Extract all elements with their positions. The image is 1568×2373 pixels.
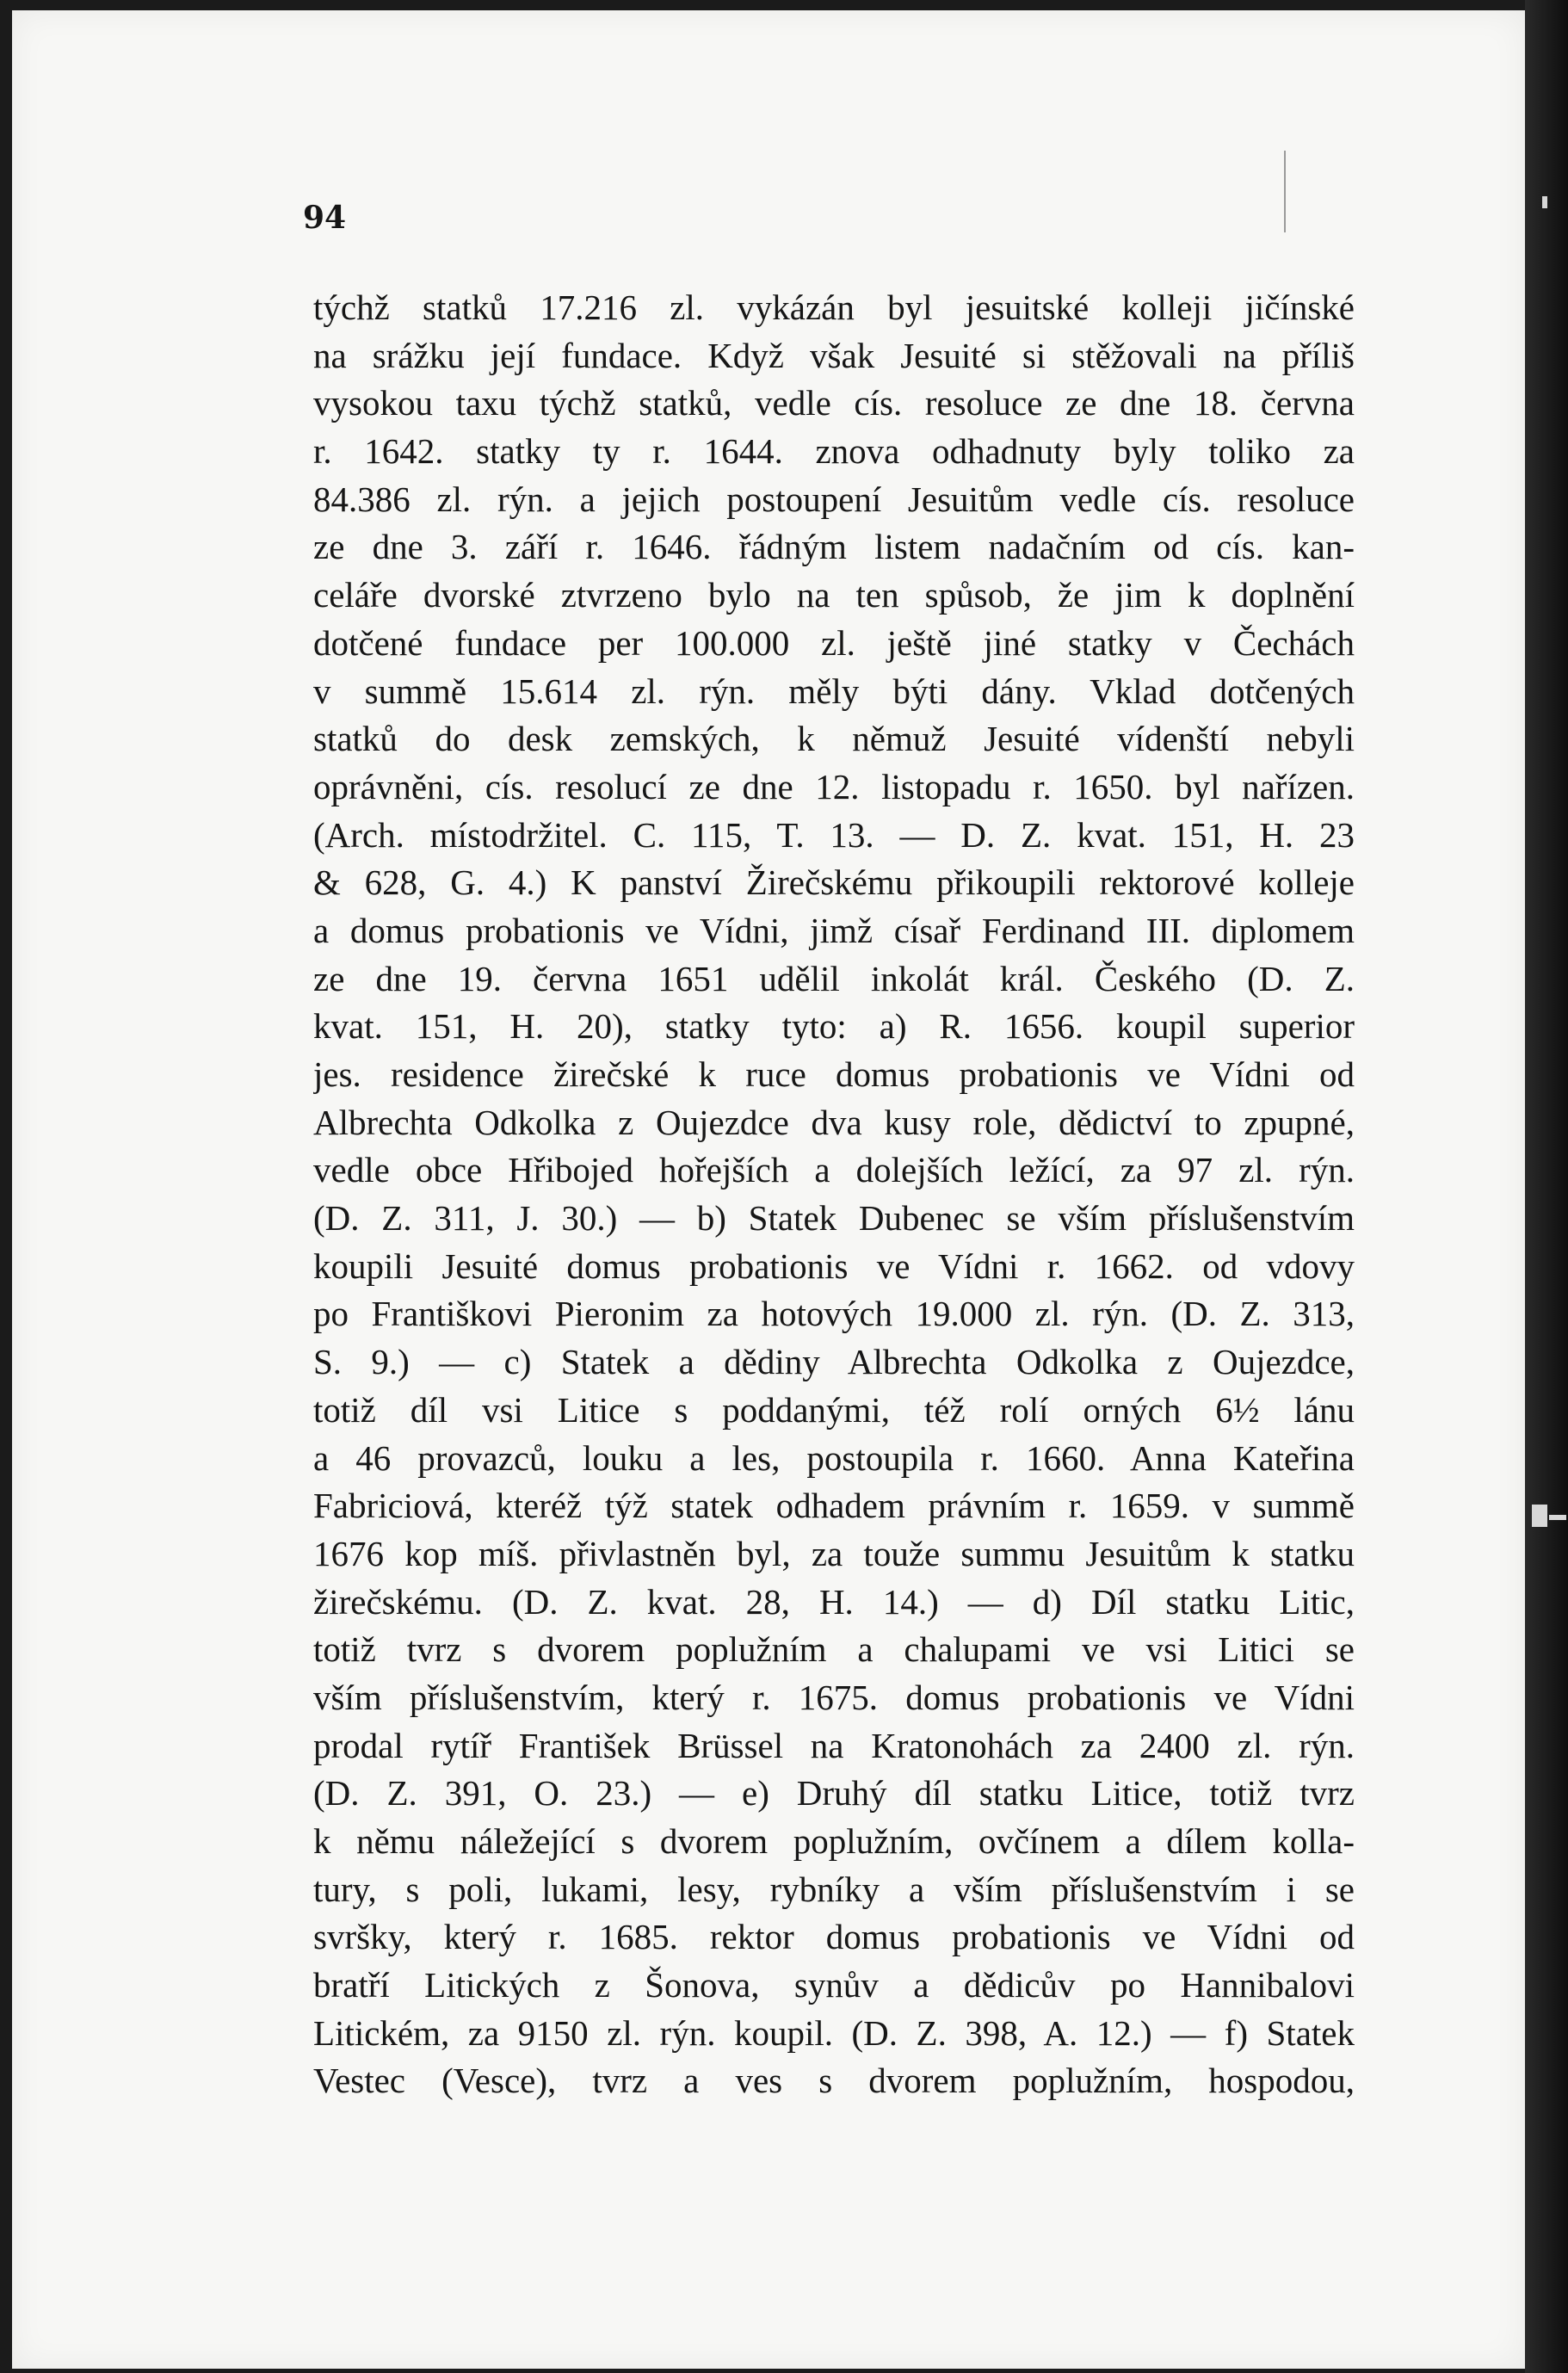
text-line: dotčené fundace per 100.000 zl. ještě jiné statky v Čechách (313, 622, 1355, 663)
text-line: jes. residence žirečské k ruce domus probationis ve Vídni od (313, 1054, 1355, 1094)
text-line: oprávněni, cís. resolucí ze dne 12. listopadu r. 1650. byl nařízen. (313, 766, 1355, 806)
scan-fleck (1532, 1505, 1547, 1527)
scan-binding-edge (1525, 0, 1568, 2373)
scan-fleck (1549, 1515, 1566, 1520)
text-line: (D. Z. 311, J. 30.) — b) Statek Dubenec se vším příslušenstvím (313, 1198, 1355, 1239)
text-line: po Františkovi Pieronim za hotových 19.000 zl. rýn. (D. Z. 313, (313, 1294, 1355, 1334)
text-line: statků do desk zemských, k němuž Jesuité vídenští nebyli (313, 719, 1355, 759)
text-line: Vestec (Vesce), tvrz a ves s dvorem poplužním, hospodou, (313, 2061, 1355, 2101)
text-line: ze dne 19. června 1651 udělil inkolát král. Českého (D. Z. (313, 958, 1355, 998)
text-line: žirečskému. (D. Z. kvat. 28, H. 14.) — d) Díl statku Litic, (313, 1581, 1355, 1622)
scan-artifact-line (1284, 151, 1286, 232)
text-line: S. 9.) — c) Statek a dědiny Albrechta Odkolka z Oujezdce, (313, 1342, 1355, 1382)
text-line: & 628, G. 4.) K panství Žirečskému přikoupili rektorové kolleje (313, 862, 1355, 903)
text-line: vysokou taxu týchž statků, vedle cís. resoluce ze dne 18. června (313, 383, 1355, 423)
text-line: totiž tvrz s dvorem poplužním a chalupami ve vsi Litici se (313, 1629, 1355, 1670)
text-line: (Arch. místodržitel. C. 115, T. 13. — D. Z. kvat. 151, H. 23 (313, 814, 1355, 855)
text-line: bratří Litických z Šonova, synův a dědicův po Hannibalovi (313, 1965, 1355, 2005)
text-line: na srážku její fundace. Když však Jesuité si stěžovali na příliš (313, 335, 1355, 375)
text-line: vedle obce Hřibojed hořejších a dolejších ležící, za 97 zl. rýn. (313, 1150, 1355, 1190)
text-line: totiž díl vsi Litice s poddanými, též rolí orných 6½ lánu (313, 1389, 1355, 1430)
text-line: a domus probationis ve Vídni, jimž císař Ferdinand III. diplomem (313, 910, 1355, 950)
text-line: Albrechta Odkolka z Oujezdce dva kusy role, dědictví to zpupné, (313, 1102, 1355, 1142)
text-line: r. 1642. statky ty r. 1644. znova odhadnuty byly toliko za (313, 431, 1355, 472)
text-line: svršky, který r. 1685. rektor domus probationis ve Vídni od (313, 1917, 1355, 1957)
text-line: Fabriciová, kteréž týž statek odhadem právním r. 1659. v summě (313, 1486, 1355, 1526)
text-line: Litickém, za 9150 zl. rýn. koupil. (D. Z. 398, A. 12.) — f) Statek (313, 2012, 1355, 2053)
text-line: 1676 kop míš. přivlastněn byl, za touže summu Jesuitům k statku (313, 1533, 1355, 1573)
text-line: a 46 provazců, louku a les, postoupila r. 1660. Anna Kateřina (313, 1437, 1355, 1478)
text-line: v summě 15.614 zl. rýn. měly býti dány. Vklad dotčených (313, 670, 1355, 711)
text-line: kvat. 151, H. 20), statky tyto: a) R. 1656. koupil superior (313, 1006, 1355, 1047)
text-line: vším příslušenstvím, který r. 1675. domus probationis ve Vídni (313, 1677, 1355, 1717)
scan-fleck (1542, 196, 1547, 208)
body-text (313, 284, 1355, 2105)
text-line: tury, s poli, lukami, lesy, rybníky a vším příslušenstvím i se (313, 1869, 1355, 1909)
text-line: celáře dvorské ztvrzeno bylo na ten spůsob, že jim k doplnění (313, 575, 1355, 615)
page-number: 94 (303, 200, 347, 236)
text-line: prodal rytíř František Brüssel na Kratonohách za 2400 zl. rýn. (313, 1725, 1355, 1765)
text-line: (D. Z. 391, O. 23.) — e) Druhý díl statku Litice, totiž tvrz (313, 1773, 1355, 1814)
text-line: koupili Jesuité domus probationis ve Vídni r. 1662. od vdovy (313, 1245, 1355, 1286)
text-line: ze dne 3. září r. 1646. řádným listem nadačním od cís. kan- (313, 527, 1355, 567)
text-line: k němu náležející s dvorem poplužním, ovčínem a dílem kolla- (313, 1821, 1355, 1861)
text-line: týchž statků 17.216 zl. vykázán byl jesuitské kolleji jičínské (313, 287, 1355, 327)
text-line: 84.386 zl. rýn. a jejich postoupení Jesuitům vedle cís. resoluce (313, 479, 1355, 519)
